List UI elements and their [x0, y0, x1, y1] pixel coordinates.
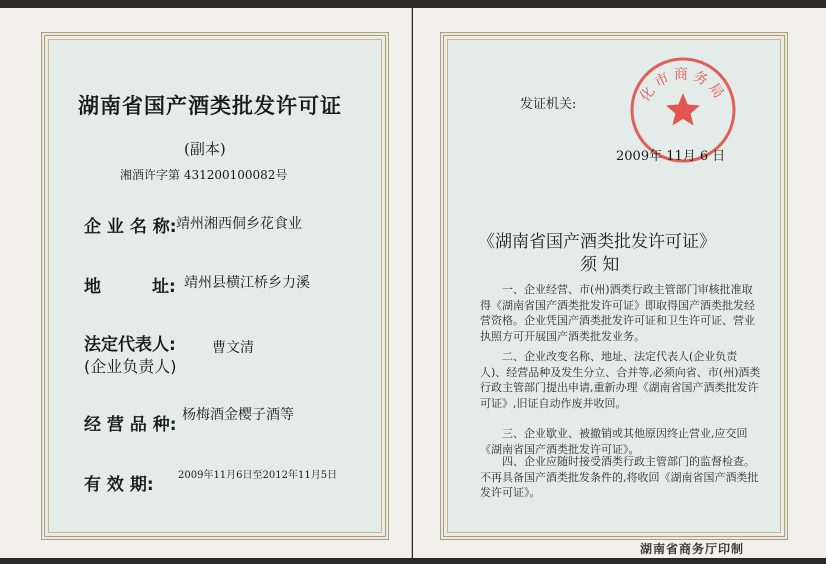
products-label: 经 营 品 种: — [84, 415, 177, 435]
copy-label: (副本) — [184, 140, 226, 158]
issuer-label: 发证机关: — [520, 97, 577, 112]
license-number: 湘酒许字第 431200100082号 — [120, 168, 288, 182]
issue-date: 2009年 11月 6 日 — [616, 149, 726, 164]
legal-rep-label: 法定代表人: — [84, 335, 176, 355]
notice-paragraph-2: 二、企业改变名称、地址、法定代表人(企业负责人)、经营品种及发生分立、合并等,必须向省、市(州)酒类行政主管部门提出申请,重新办理《湖南省国产酒类批发许可证》,旧证自动作废并收回。 — [480, 350, 761, 410]
notice-subtitle: 须 知 — [580, 255, 620, 275]
certificate-title: 湖南省国产酒类批发许可证 — [78, 94, 342, 118]
validity-value: 2009年11月6日至2012年11月5日 — [178, 470, 338, 481]
validity-label: 有 效 期: — [84, 475, 154, 495]
address-label-suffix: 址: — [152, 277, 176, 297]
address-value: 靖州县横江桥乡力溪 — [184, 275, 310, 291]
notice-paragraph-4: 四、企业应随时接受酒类行政主管部门的监督检查。不再具备国产酒类批发条件的,将收回《湖南省国产酒类批发许可证》。 — [480, 455, 759, 499]
legal-rep-label-sub: (企业负责人) — [84, 357, 177, 376]
company-name-label: 企 业 名 称: — [84, 217, 177, 237]
address-label: 地 — [84, 277, 101, 297]
notice-paragraph-3: 三、企业歇业、被撤销或其他原因终止营业,应交回《湖南省国产酒类批发许可证》。 — [480, 427, 748, 456]
legal-rep-value: 曹文清 — [212, 340, 254, 356]
printer-imprint: 湖南省商务厅印制 — [640, 542, 745, 556]
products-value: 杨梅酒金樱子酒等 — [182, 407, 294, 423]
notice-title: 《湖南省国产酒类批发许可证》 — [478, 232, 716, 252]
notice-paragraph-1: 一、企业经营、市(州)酒类行政主管部门审核批准取得《湖南省国产酒类批发许可证》即取得国产酒类批发经营资格。企业凭国产酒类批发许可证和卫生许可证、营业执照方可开展国产酒类批发业务。 — [480, 283, 755, 343]
seal-text: 化市商务局 — [637, 67, 729, 105]
company-name-value: 靖州湘西侗乡花食业 — [176, 216, 302, 232]
